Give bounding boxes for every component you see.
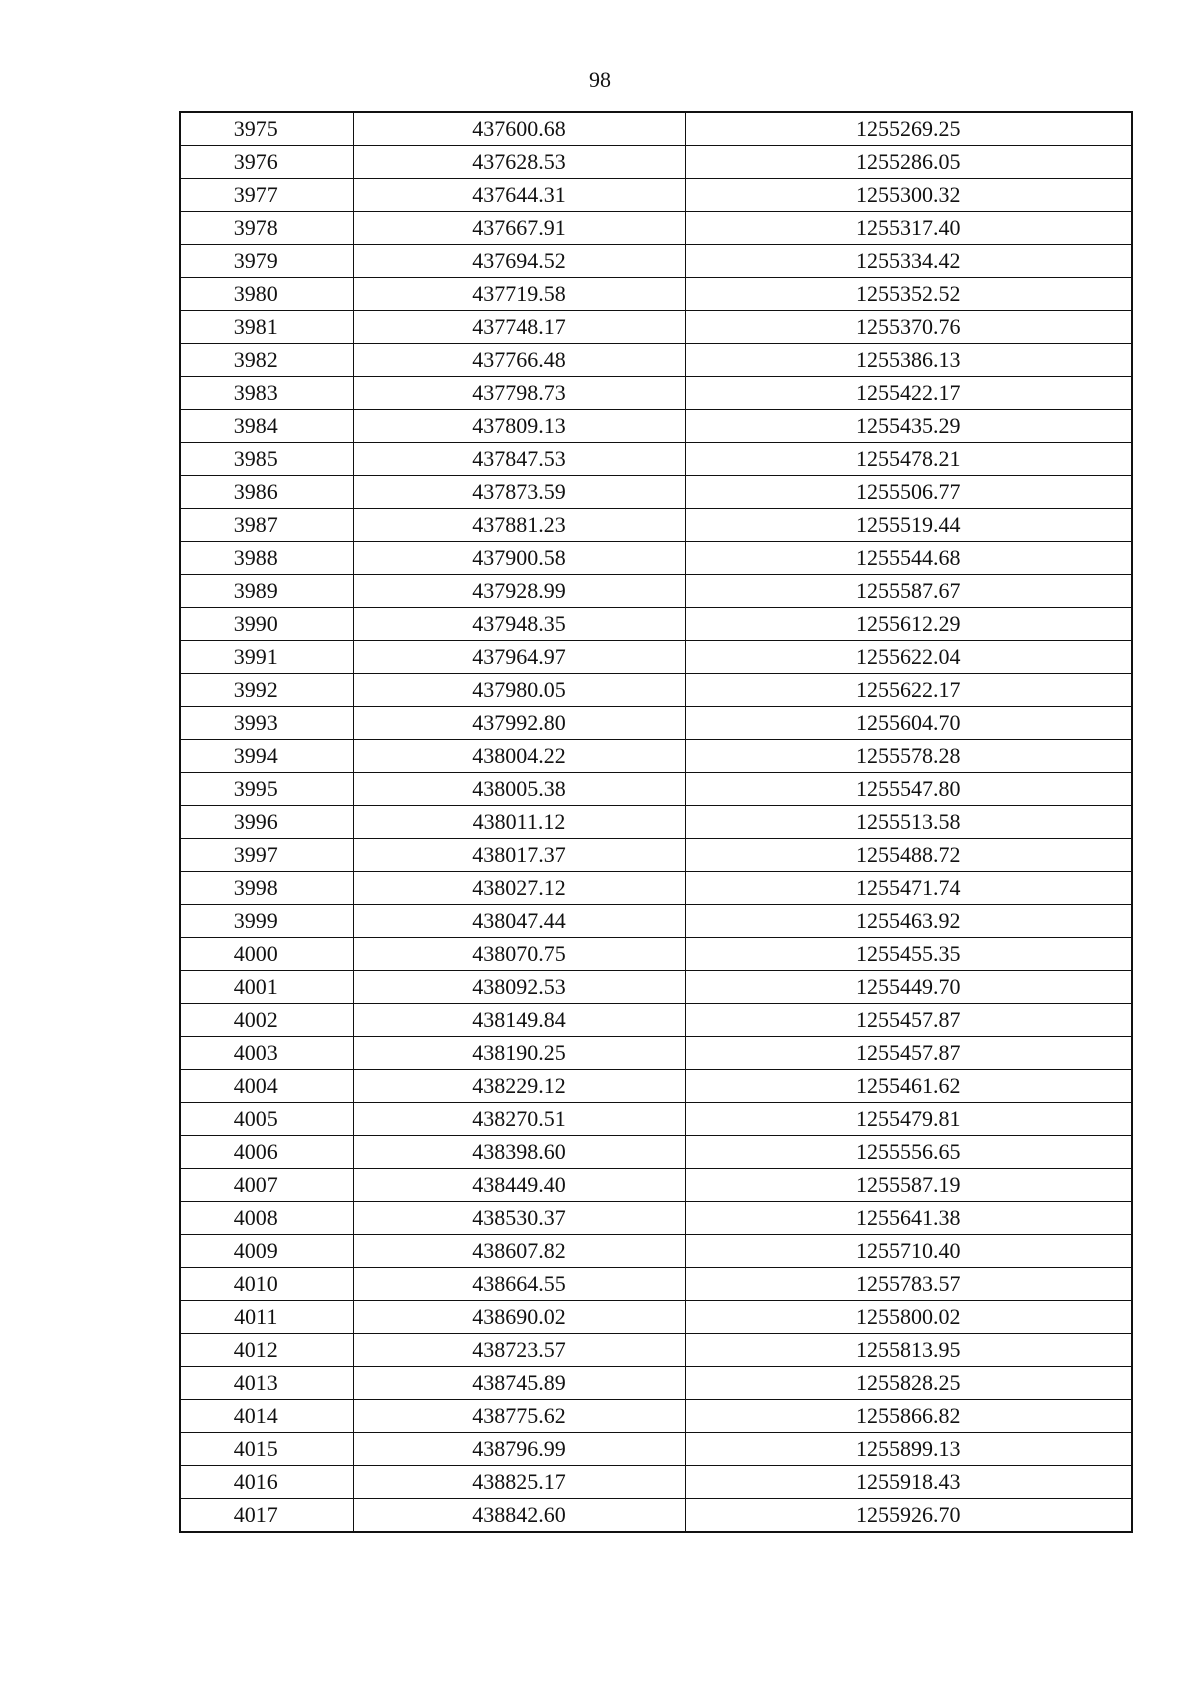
point-id-cell: 3982 (180, 344, 353, 377)
point-id-cell: 3990 (180, 608, 353, 641)
table-row (180, 443, 1132, 476)
table-row (180, 674, 1132, 707)
y-coordinate-cell: 1255918.43 (685, 1466, 1132, 1499)
x-coordinate-cell: 438690.02 (353, 1301, 685, 1334)
y-coordinate-cell: 1255800.02 (685, 1301, 1132, 1334)
x-coordinate-cell: 437873.59 (353, 476, 685, 509)
point-id-cell: 4003 (180, 1037, 353, 1070)
table-row (180, 1466, 1132, 1499)
x-coordinate-cell: 437798.73 (353, 377, 685, 410)
x-coordinate-cell: 438047.44 (353, 905, 685, 938)
x-coordinate-cell: 438005.38 (353, 773, 685, 806)
table-row (180, 410, 1132, 443)
y-coordinate-cell: 1255352.52 (685, 278, 1132, 311)
point-id-cell: 4001 (180, 971, 353, 1004)
table-row (180, 1400, 1132, 1433)
y-coordinate-cell: 1255513.58 (685, 806, 1132, 839)
table-row (180, 806, 1132, 839)
point-id-cell: 3994 (180, 740, 353, 773)
table-row (180, 112, 1132, 146)
table-row (180, 377, 1132, 410)
y-coordinate-cell: 1255506.77 (685, 476, 1132, 509)
x-coordinate-cell: 438530.37 (353, 1202, 685, 1235)
x-coordinate-cell: 438398.60 (353, 1136, 685, 1169)
y-coordinate-cell: 1255457.87 (685, 1037, 1132, 1070)
point-id-cell: 3985 (180, 443, 353, 476)
table-row (180, 245, 1132, 278)
y-coordinate-cell: 1255547.80 (685, 773, 1132, 806)
point-id-cell: 3993 (180, 707, 353, 740)
x-coordinate-cell: 437948.35 (353, 608, 685, 641)
point-id-cell: 4017 (180, 1499, 353, 1533)
point-id-cell: 4008 (180, 1202, 353, 1235)
y-coordinate-cell: 1255422.17 (685, 377, 1132, 410)
point-id-cell: 3991 (180, 641, 353, 674)
x-coordinate-cell: 437600.68 (353, 112, 685, 146)
point-id-cell: 3976 (180, 146, 353, 179)
table-row (180, 1499, 1132, 1533)
x-coordinate-cell: 438842.60 (353, 1499, 685, 1533)
x-coordinate-cell: 437694.52 (353, 245, 685, 278)
x-coordinate-cell: 437964.97 (353, 641, 685, 674)
table-row (180, 1103, 1132, 1136)
y-coordinate-cell: 1255435.29 (685, 410, 1132, 443)
table-body (180, 112, 1132, 1532)
y-coordinate-cell: 1255710.40 (685, 1235, 1132, 1268)
x-coordinate-cell: 438723.57 (353, 1334, 685, 1367)
y-coordinate-cell: 1255622.17 (685, 674, 1132, 707)
x-coordinate-cell: 438270.51 (353, 1103, 685, 1136)
point-id-cell: 4000 (180, 938, 353, 971)
table-row (180, 740, 1132, 773)
table-row (180, 1004, 1132, 1037)
table-row (180, 971, 1132, 1004)
table-row (180, 509, 1132, 542)
table-row (180, 641, 1132, 674)
y-coordinate-cell: 1255386.13 (685, 344, 1132, 377)
y-coordinate-cell: 1255370.76 (685, 311, 1132, 344)
point-id-cell: 3988 (180, 542, 353, 575)
point-id-cell: 4015 (180, 1433, 353, 1466)
y-coordinate-cell: 1255612.29 (685, 608, 1132, 641)
x-coordinate-cell: 438149.84 (353, 1004, 685, 1037)
x-coordinate-cell: 438664.55 (353, 1268, 685, 1301)
point-id-cell: 3980 (180, 278, 353, 311)
point-id-cell: 3979 (180, 245, 353, 278)
y-coordinate-cell: 1255488.72 (685, 839, 1132, 872)
table-row (180, 1301, 1132, 1334)
point-id-cell: 4012 (180, 1334, 353, 1367)
table-row (180, 212, 1132, 245)
point-id-cell: 3977 (180, 179, 353, 212)
x-coordinate-cell: 437766.48 (353, 344, 685, 377)
x-coordinate-cell: 437980.05 (353, 674, 685, 707)
y-coordinate-cell: 1255519.44 (685, 509, 1132, 542)
table-row (180, 1070, 1132, 1103)
y-coordinate-cell: 1255899.13 (685, 1433, 1132, 1466)
table-row (180, 344, 1132, 377)
x-coordinate-cell: 438775.62 (353, 1400, 685, 1433)
point-id-cell: 3989 (180, 575, 353, 608)
table-row (180, 1202, 1132, 1235)
y-coordinate-cell: 1255866.82 (685, 1400, 1132, 1433)
x-coordinate-cell: 438070.75 (353, 938, 685, 971)
table-row (180, 1334, 1132, 1367)
table-row (180, 905, 1132, 938)
y-coordinate-cell: 1255269.25 (685, 112, 1132, 146)
point-id-cell: 4010 (180, 1268, 353, 1301)
table-row (180, 872, 1132, 905)
coordinates-table (179, 111, 1133, 1533)
point-id-cell: 4005 (180, 1103, 353, 1136)
table-row (180, 1136, 1132, 1169)
table-row (180, 1433, 1132, 1466)
point-id-cell: 3981 (180, 311, 353, 344)
point-id-cell: 4009 (180, 1235, 353, 1268)
point-id-cell: 3984 (180, 410, 353, 443)
x-coordinate-cell: 438825.17 (353, 1466, 685, 1499)
table-row (180, 146, 1132, 179)
y-coordinate-cell: 1255463.92 (685, 905, 1132, 938)
point-id-cell: 3996 (180, 806, 353, 839)
table-row (180, 773, 1132, 806)
x-coordinate-cell: 437644.31 (353, 179, 685, 212)
point-id-cell: 4016 (180, 1466, 353, 1499)
x-coordinate-cell: 437748.17 (353, 311, 685, 344)
table-row (180, 1037, 1132, 1070)
x-coordinate-cell: 438092.53 (353, 971, 685, 1004)
y-coordinate-cell: 1255604.70 (685, 707, 1132, 740)
x-coordinate-cell: 438229.12 (353, 1070, 685, 1103)
y-coordinate-cell: 1255556.65 (685, 1136, 1132, 1169)
y-coordinate-cell: 1255828.25 (685, 1367, 1132, 1400)
x-coordinate-cell: 437628.53 (353, 146, 685, 179)
y-coordinate-cell: 1255457.87 (685, 1004, 1132, 1037)
table-row (180, 575, 1132, 608)
table-row (180, 1367, 1132, 1400)
y-coordinate-cell: 1255334.42 (685, 245, 1132, 278)
y-coordinate-cell: 1255461.62 (685, 1070, 1132, 1103)
point-id-cell: 4014 (180, 1400, 353, 1433)
point-id-cell: 3986 (180, 476, 353, 509)
x-coordinate-cell: 437992.80 (353, 707, 685, 740)
point-id-cell: 3992 (180, 674, 353, 707)
x-coordinate-cell: 437928.99 (353, 575, 685, 608)
y-coordinate-cell: 1255544.68 (685, 542, 1132, 575)
table-row (180, 278, 1132, 311)
table-row (180, 707, 1132, 740)
y-coordinate-cell: 1255641.38 (685, 1202, 1132, 1235)
table-row (180, 938, 1132, 971)
x-coordinate-cell: 437881.23 (353, 509, 685, 542)
point-id-cell: 4006 (180, 1136, 353, 1169)
point-id-cell: 3975 (180, 112, 353, 146)
y-coordinate-cell: 1255478.21 (685, 443, 1132, 476)
y-coordinate-cell: 1255300.32 (685, 179, 1132, 212)
point-id-cell: 3983 (180, 377, 353, 410)
x-coordinate-cell: 438607.82 (353, 1235, 685, 1268)
x-coordinate-cell: 437719.58 (353, 278, 685, 311)
x-coordinate-cell: 438796.99 (353, 1433, 685, 1466)
table-row (180, 608, 1132, 641)
point-id-cell: 4011 (180, 1301, 353, 1334)
table-row (180, 476, 1132, 509)
table-row (180, 179, 1132, 212)
page-number: 98 (589, 67, 611, 92)
y-coordinate-cell: 1255813.95 (685, 1334, 1132, 1367)
y-coordinate-cell: 1255783.57 (685, 1268, 1132, 1301)
x-coordinate-cell: 438017.37 (353, 839, 685, 872)
x-coordinate-cell: 438004.22 (353, 740, 685, 773)
point-id-cell: 3999 (180, 905, 353, 938)
x-coordinate-cell: 437900.58 (353, 542, 685, 575)
point-id-cell: 3995 (180, 773, 353, 806)
x-coordinate-cell: 438011.12 (353, 806, 685, 839)
point-id-cell: 3998 (180, 872, 353, 905)
table-row (180, 1235, 1132, 1268)
point-id-cell: 4013 (180, 1367, 353, 1400)
y-coordinate-cell: 1255449.70 (685, 971, 1132, 1004)
table-row (180, 542, 1132, 575)
x-coordinate-cell: 438190.25 (353, 1037, 685, 1070)
x-coordinate-cell: 438449.40 (353, 1169, 685, 1202)
x-coordinate-cell: 438745.89 (353, 1367, 685, 1400)
point-id-cell: 4002 (180, 1004, 353, 1037)
x-coordinate-cell: 438027.12 (353, 872, 685, 905)
y-coordinate-cell: 1255926.70 (685, 1499, 1132, 1533)
table-row (180, 1169, 1132, 1202)
y-coordinate-cell: 1255455.35 (685, 938, 1132, 971)
x-coordinate-cell: 437667.91 (353, 212, 685, 245)
y-coordinate-cell: 1255471.74 (685, 872, 1132, 905)
x-coordinate-cell: 437847.53 (353, 443, 685, 476)
point-id-cell: 4004 (180, 1070, 353, 1103)
table-row (180, 311, 1132, 344)
y-coordinate-cell: 1255587.19 (685, 1169, 1132, 1202)
y-coordinate-cell: 1255317.40 (685, 212, 1132, 245)
point-id-cell: 3997 (180, 839, 353, 872)
x-coordinate-cell: 437809.13 (353, 410, 685, 443)
table-row (180, 1268, 1132, 1301)
point-id-cell: 3978 (180, 212, 353, 245)
y-coordinate-cell: 1255578.28 (685, 740, 1132, 773)
point-id-cell: 4007 (180, 1169, 353, 1202)
y-coordinate-cell: 1255587.67 (685, 575, 1132, 608)
table-row (180, 839, 1132, 872)
point-id-cell: 3987 (180, 509, 353, 542)
y-coordinate-cell: 1255286.05 (685, 146, 1132, 179)
y-coordinate-cell: 1255622.04 (685, 641, 1132, 674)
y-coordinate-cell: 1255479.81 (685, 1103, 1132, 1136)
